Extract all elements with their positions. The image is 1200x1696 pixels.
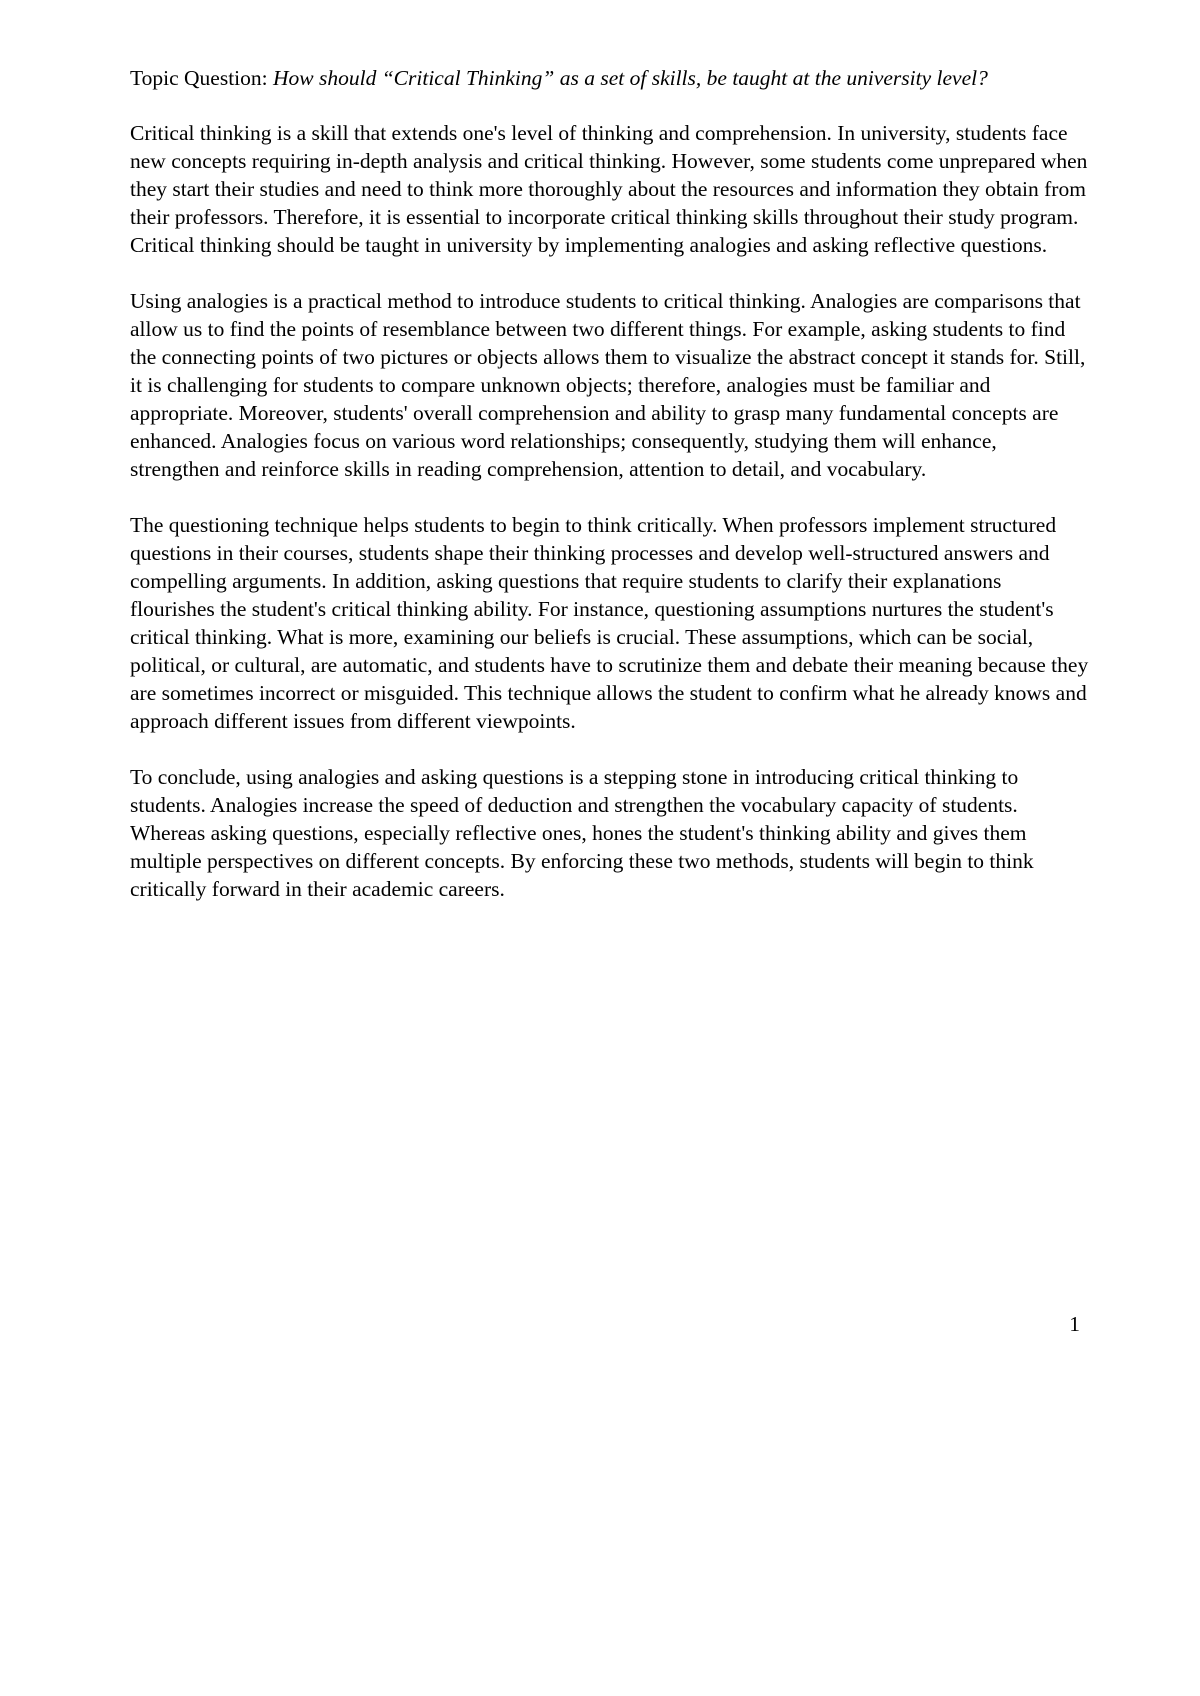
topic-label: Topic Question: <box>130 66 274 90</box>
topic-question: How should “Critical Thinking” as a set of skills, be taught at the university level? <box>273 66 988 90</box>
paragraph-conclusion: To conclude, using analogies and asking questions is a stepping stone in introducing critical thinking to students. Analogies increase the speed of deduction and strengthen the vocabulary capacity of students. Whereas asking questions, especially reflective ones, hones the student's thinking ability and gives them multiple perspectives on different concepts. By enforcing these two methods, students will begin to think critically forward in their academic careers. <box>130 765 1034 901</box>
paragraph-introduction: Critical thinking is a skill that extends one's level of thinking and comprehension. In university, students face new concepts requiring in-depth analysis and critical thinking. However, some students come unprepared when they start their studies and need to think more thoroughly about the resources and information they obtain from their professors. Therefore, it is essential to incorporate critical thinking skills throughout their study program. Critical thinking should be taught in university by implementing analogies and asking reflective questions. <box>130 121 1088 257</box>
page-number: 1 <box>1069 1312 1080 1336</box>
paragraph-questioning: The questioning technique helps students to begin to think critically. When professors implement structured questions in their courses, students shape their thinking processes and develop well-structured answers and compelling arguments. In addition, asking questions that require students to clarify their explanations flourishes the student's critical thinking ability. For instance, questioning assumptions nurtures the student's critical thinking. What is more, examining our beliefs is crucial. These assumptions, which can be social, political, or cultural, are automatic, and students have to scrutinize them and debate their meaning because they are sometimes incorrect or misguided. This technique allows the student to confirm what he already knows and approach different issues from different viewpoints. <box>130 513 1089 733</box>
paragraph-analogies: Using analogies is a practical method to introduce students to critical thinking. Analogies are comparisons that allow us to find the points of resemblance between two different things. For example, asking students to find the connecting points of two pictures or objects allows them to visualize the abstract concept it stands for. Still, it is challenging for students to compare unknown objects; therefore, analogies must be familiar and appropriate. Moreover, students' overall comprehension and ability to grasp many fundamental concepts are enhanced. Analogies focus on various word relationships; consequently, studying them will enhance, strengthen and reinforce skills in reading comprehension, attention to detail, and vocabulary. <box>130 289 1086 481</box>
document-body <box>130 64 1090 931</box>
topic-line <box>130 64 1090 92</box>
